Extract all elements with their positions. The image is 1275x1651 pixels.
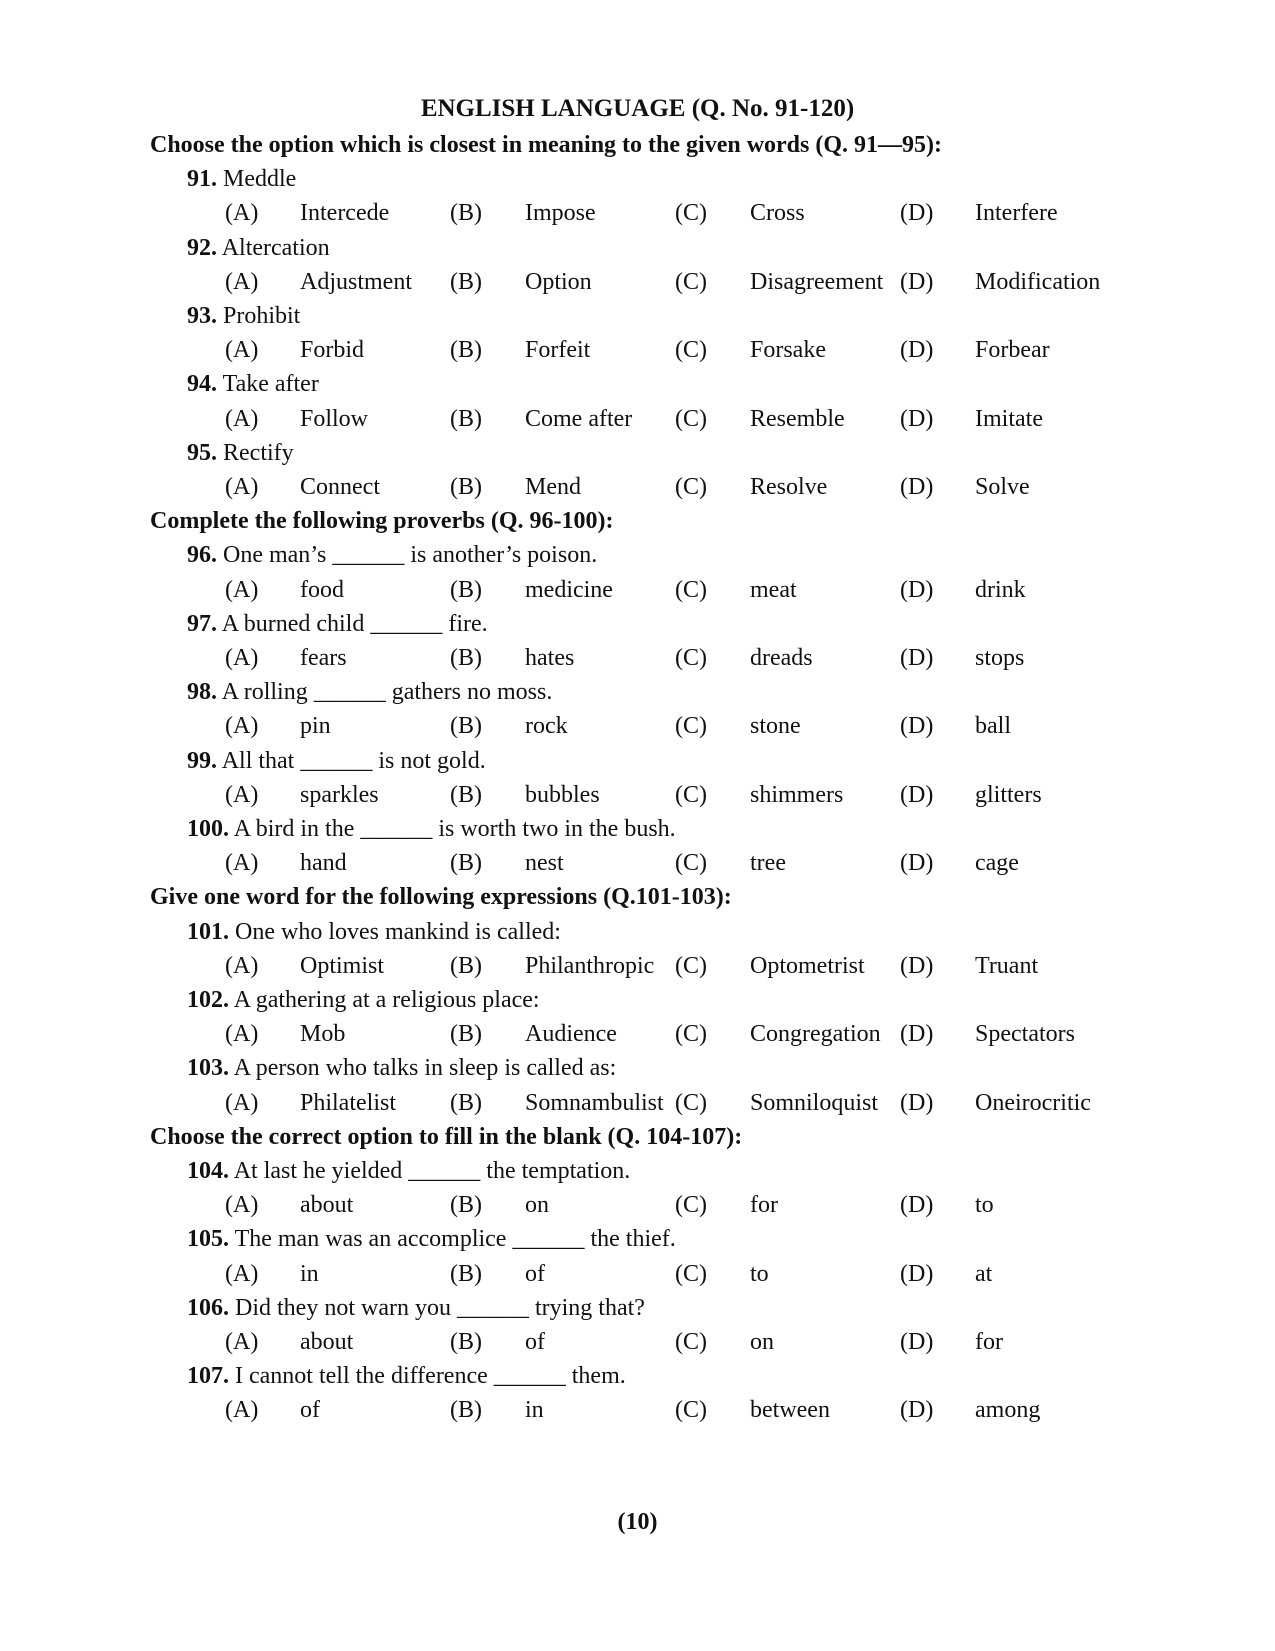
option-letter: (A) [225, 268, 259, 295]
option-letter: (C) [675, 576, 707, 603]
option-text: Forbid [300, 337, 365, 364]
option-letter: (B) [450, 1192, 482, 1219]
question-number: 93. [187, 303, 217, 329]
option-letter: (B) [450, 713, 482, 740]
option-text: at [975, 1260, 993, 1287]
option-text: fears [300, 645, 347, 671]
option-letter: (D) [900, 474, 934, 500]
option-letter: (A) [225, 1260, 259, 1287]
options-row [0, 845, 1275, 881]
option-text: Forbear [975, 337, 1050, 364]
option-text: shimmers [750, 781, 844, 808]
question-number: 106. [187, 1294, 229, 1321]
option-text: Spectators [975, 1021, 1075, 1048]
option-letter: (D) [900, 713, 934, 740]
option-text: about [300, 1329, 354, 1355]
option-text: Follow [300, 405, 369, 432]
options-row [0, 1016, 1275, 1052]
option-text: Optometrist [750, 952, 865, 979]
question-stem [187, 811, 676, 847]
question-number: 102. [187, 987, 229, 1013]
options-row [0, 1324, 1275, 1360]
option-letter: (B) [450, 474, 482, 500]
options-row [0, 1187, 1275, 1223]
option-letter: (D) [900, 1260, 934, 1287]
question-stem [187, 1358, 626, 1394]
option-letter: (A) [225, 645, 259, 671]
option-text: meat [750, 576, 797, 603]
option-letter: (B) [450, 1260, 482, 1287]
option-text: on [525, 1192, 549, 1219]
section-heading: Give one word for the following expressions (Q.101-103): [150, 884, 732, 911]
question-stem [187, 1050, 616, 1086]
option-text: Solve [975, 474, 1030, 500]
question-number: 107. [187, 1363, 229, 1390]
option-text: hates [525, 645, 575, 671]
option-text: pin [300, 713, 331, 740]
option-letter: (A) [225, 713, 259, 740]
option-text: Mob [300, 1021, 346, 1048]
option-text: Somniloquist [750, 1089, 879, 1116]
option-text: to [750, 1260, 769, 1287]
section-heading: Choose the option which is closest in meaning to the given words (Q. 91—95): [150, 132, 943, 158]
option-letter: (B) [450, 268, 482, 295]
option-letter: (C) [675, 713, 707, 740]
option-letter: (D) [900, 1089, 934, 1116]
question-number: 95. [187, 439, 217, 466]
option-text: Oneirocritic [975, 1089, 1091, 1116]
option-letter: (A) [225, 952, 259, 979]
question-text: All that ______ is not gold. [221, 747, 486, 774]
option-letter: (C) [675, 1021, 707, 1048]
option-letter: (D) [900, 268, 934, 295]
option-text: for [750, 1192, 778, 1219]
question-number: 100. [187, 816, 229, 842]
option-letter: (C) [675, 200, 707, 227]
option-text: Come after [525, 405, 633, 432]
question-text: Meddle [223, 166, 297, 193]
option-text: Somnambulist [525, 1089, 664, 1116]
option-letter: (C) [675, 1397, 707, 1424]
option-letter: (A) [225, 1021, 259, 1048]
option-text: hand [300, 850, 347, 877]
option-text: of [525, 1329, 545, 1355]
option-letter: (D) [900, 781, 934, 808]
option-letter: (B) [450, 781, 482, 808]
option-letter: (B) [450, 850, 482, 877]
page-number: (10) [617, 1509, 658, 1535]
option-text: Option [525, 268, 592, 295]
option-letter: (A) [225, 337, 259, 364]
option-letter: (D) [900, 1329, 934, 1355]
option-letter: (C) [675, 645, 707, 671]
question-text: I cannot tell the difference ______ them. [235, 1363, 626, 1390]
option-letter: (C) [675, 850, 707, 877]
option-letter: (B) [450, 576, 482, 603]
option-text: stone [750, 713, 801, 740]
question-stem [187, 298, 300, 334]
option-letter: (A) [225, 781, 259, 808]
option-letter: (D) [900, 405, 934, 432]
option-text: food [300, 576, 344, 603]
option-text: about [300, 1192, 354, 1219]
option-letter: (A) [225, 200, 259, 227]
option-text: Adjustment [300, 268, 412, 295]
option-letter: (B) [450, 337, 482, 364]
option-text: cage [975, 850, 1019, 877]
option-text: nest [525, 850, 564, 877]
option-text: Impose [525, 200, 596, 227]
option-text: Connect [300, 474, 380, 500]
question-stem [187, 537, 597, 573]
question-text: A burned child ______ fire. [221, 610, 488, 637]
option-text: for [975, 1329, 1003, 1355]
option-text: between [750, 1397, 830, 1424]
question-text: A gathering at a religious place: [233, 987, 540, 1013]
option-text: of [525, 1260, 545, 1287]
options-row [0, 332, 1275, 368]
option-text: tree [750, 850, 786, 877]
option-text: among [975, 1397, 1041, 1424]
options-row [0, 640, 1275, 676]
option-text: rock [525, 713, 568, 740]
option-letter: (A) [225, 850, 259, 877]
option-letter: (A) [225, 1329, 259, 1355]
question-stem [187, 743, 486, 779]
options-row [0, 195, 1275, 231]
option-text: ball [975, 713, 1011, 740]
option-text: Audience [525, 1021, 617, 1048]
question-stem [187, 230, 330, 266]
option-text: Forfeit [525, 337, 591, 364]
question-stem [187, 366, 319, 402]
option-letter: (D) [900, 1192, 934, 1219]
question-number: 98. [187, 679, 217, 706]
option-text: Optimist [300, 952, 385, 979]
option-text: Resolve [750, 474, 828, 500]
option-text: Disagreement [750, 268, 884, 295]
question-number: 99. [187, 747, 217, 774]
option-letter: (C) [675, 952, 707, 979]
option-letter: (A) [225, 474, 259, 500]
question-stem [187, 435, 294, 471]
options-row [0, 1392, 1275, 1428]
question-number: 92. [187, 234, 217, 261]
option-letter: (D) [900, 337, 934, 364]
option-letter: (D) [900, 1397, 934, 1424]
option-letter: (C) [675, 405, 707, 432]
option-text: in [300, 1260, 319, 1287]
question-text: Take after [222, 371, 319, 398]
option-text: drink [975, 576, 1026, 603]
option-letter: (B) [450, 200, 482, 227]
option-letter: (D) [900, 200, 934, 227]
question-stem [187, 161, 296, 197]
question-text: A rolling ______ gathers no moss. [221, 679, 553, 706]
options-row [0, 708, 1275, 744]
option-text: Intercede [300, 200, 390, 227]
option-letter: (C) [675, 1192, 707, 1219]
option-text: bubbles [525, 781, 600, 808]
option-text: on [750, 1329, 774, 1355]
option-text: Mend [525, 474, 581, 500]
question-stem [187, 1221, 676, 1257]
option-letter: (D) [900, 645, 934, 671]
question-text: A bird in the ______ is worth two in the bush. [233, 816, 676, 842]
option-letter: (B) [450, 1021, 482, 1048]
option-letter: (C) [675, 268, 707, 295]
option-text: Philanthropic [525, 952, 655, 979]
option-text: Congregation [750, 1021, 881, 1048]
option-letter: (B) [450, 645, 482, 671]
option-text: Resemble [750, 405, 845, 432]
option-letter: (B) [450, 952, 482, 979]
question-stem [187, 914, 561, 950]
option-letter: (C) [675, 1329, 707, 1355]
question-number: 104. [187, 1158, 229, 1184]
option-letter: (C) [675, 781, 707, 808]
section-heading: Choose the correct option to fill in the blank (Q. 104-107): [150, 1123, 743, 1150]
option-text: dreads [750, 645, 813, 671]
options-row [0, 401, 1275, 437]
question-number: 103. [187, 1055, 229, 1082]
options-row [0, 264, 1275, 300]
option-letter: (D) [900, 576, 934, 603]
question-stem [187, 982, 540, 1018]
option-letter: (B) [450, 1397, 482, 1424]
option-letter: (B) [450, 1329, 482, 1355]
option-text: Philatelist [300, 1089, 396, 1116]
question-number: 96. [187, 542, 217, 569]
option-letter: (A) [225, 1192, 259, 1219]
section-heading: Complete the following proverbs (Q. 96-100): [150, 508, 614, 535]
option-text: of [300, 1397, 320, 1424]
option-letter: (B) [450, 1089, 482, 1116]
option-letter: (C) [675, 474, 707, 500]
option-text: Cross [750, 200, 805, 227]
option-letter: (D) [900, 952, 934, 979]
question-stem [187, 674, 552, 710]
option-text: medicine [525, 576, 613, 603]
option-letter: (A) [225, 1397, 259, 1424]
option-text: to [975, 1192, 994, 1219]
option-letter: (C) [675, 1089, 707, 1116]
question-number: 97. [187, 610, 217, 637]
question-number: 105. [187, 1226, 229, 1253]
question-text: At last he yielded ______ the temptation. [233, 1158, 631, 1184]
option-text: in [525, 1397, 544, 1424]
option-letter: (A) [225, 576, 259, 603]
question-number: 91. [187, 166, 217, 193]
question-text: Rectify [223, 439, 294, 466]
option-letter: (C) [675, 337, 707, 364]
option-text: Modification [975, 268, 1101, 295]
option-text: Imitate [975, 405, 1043, 432]
question-number: 101. [187, 918, 229, 945]
option-letter: (C) [675, 1260, 707, 1287]
question-text: A person who talks in sleep is called as: [233, 1055, 617, 1082]
option-letter: (A) [225, 1089, 259, 1116]
question-text: One man’s ______ is another’s poison. [223, 542, 598, 569]
question-stem [187, 1153, 630, 1189]
options-row [0, 469, 1275, 505]
option-letter: (D) [900, 850, 934, 877]
options-row [0, 1256, 1275, 1292]
page-title: ENGLISH LANGUAGE (Q. No. 91-120) [420, 95, 855, 122]
question-number: 94. [187, 371, 217, 398]
options-row [0, 777, 1275, 813]
options-row [0, 1085, 1275, 1121]
option-text: Truant [975, 952, 1039, 979]
option-text: glitters [975, 781, 1042, 808]
option-letter: (A) [225, 405, 259, 432]
question-text: The man was an accomplice ______ the thief. [234, 1226, 676, 1253]
option-text: stops [975, 645, 1025, 671]
question-stem [187, 1290, 645, 1326]
question-stem [187, 606, 488, 642]
option-letter: (D) [900, 1021, 934, 1048]
question-text: Did they not warn you ______ trying that? [235, 1294, 645, 1321]
option-text: sparkles [300, 781, 379, 808]
question-text: One who loves mankind is called: [235, 918, 561, 945]
option-text: Forsake [750, 337, 826, 364]
option-text: Interfere [975, 200, 1058, 227]
question-text: Altercation [221, 234, 330, 261]
options-row [0, 948, 1275, 984]
options-row [0, 572, 1275, 608]
question-text: Prohibit [223, 303, 301, 329]
option-letter: (B) [450, 405, 482, 432]
